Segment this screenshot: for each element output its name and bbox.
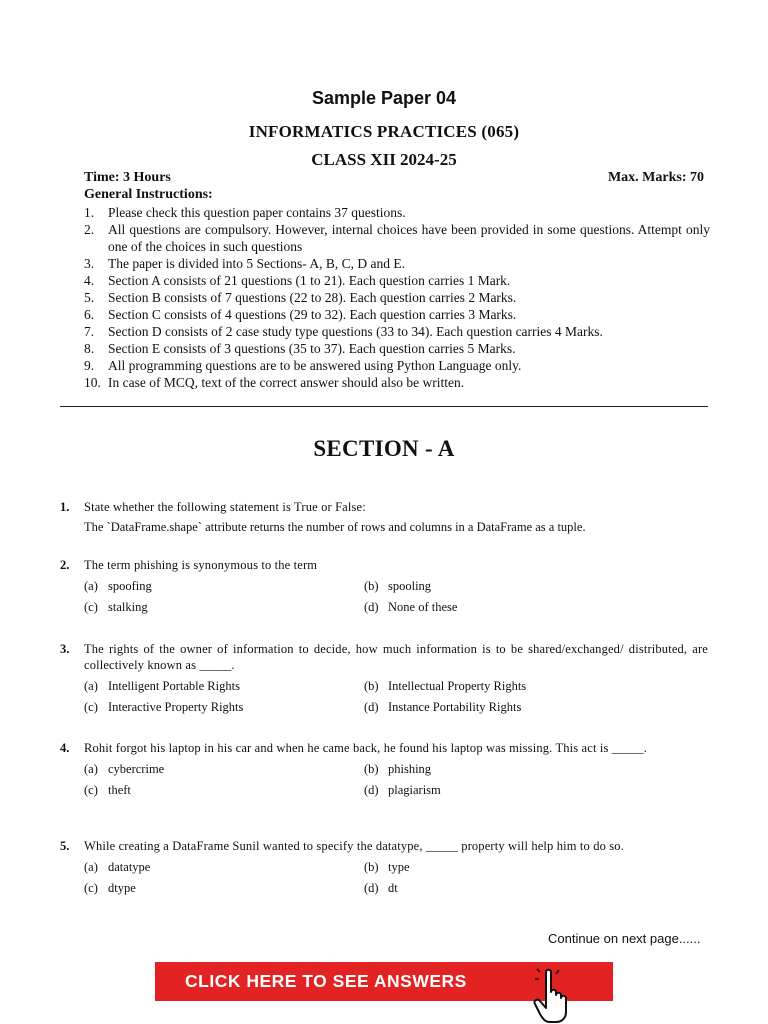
instruction-item: 10. In case of MCQ, text of the correct answer should also be written. — [84, 375, 465, 390]
question-1 — [60, 499, 708, 535]
question-number: 3. — [60, 642, 70, 656]
question-text: The rights of the owner of information to decide, how much information is to be shared/exchanged/ distributed, are collectively known as _____. — [84, 642, 708, 672]
option-b: (b) spooling — [364, 579, 432, 593]
option-c: (c) dtype — [84, 881, 136, 895]
class-line: CLASS XII 2024-25 — [311, 150, 457, 169]
option-a: (a) spoofing — [84, 579, 152, 593]
instruction-item: 6. Section C consists of 4 questions (29 to 32). Each question carries 3 Marks. — [84, 307, 517, 322]
question-text: State whether the following statement is True or False: — [84, 500, 366, 514]
question-2 — [60, 557, 708, 615]
question-4 — [60, 740, 708, 798]
question-number: 5. — [60, 839, 70, 853]
options-grid — [84, 678, 708, 715]
question-3 — [60, 641, 708, 715]
option-b: (b) phishing — [364, 762, 432, 776]
question-text: The term phishing is synonymous to the term — [84, 558, 318, 572]
question-number: 2. — [60, 558, 70, 572]
instruction-item: 5. Section B consists of 7 questions (22 to 28). Each question carries 2 Marks. — [84, 290, 517, 305]
paper-title: Sample Paper 04 — [311, 88, 457, 108]
continue-note: Continue on next page...... — [548, 931, 701, 946]
section-title: SECTION - A — [313, 436, 455, 461]
option-d: (d) Instance Portability Rights — [364, 700, 522, 714]
subject-title: INFORMATICS PRACTICES (065) — [248, 122, 520, 141]
instruction-item: 4. Section A consists of 21 questions (1 to 21). Each question carries 1 Mark. — [84, 273, 511, 288]
pointing-hand-icon — [532, 968, 582, 1024]
option-a: (a) cybercrime — [84, 762, 165, 776]
instruction-item: 1. Please check this question paper contains 37 questions. — [84, 205, 406, 220]
general-instructions-list — [84, 204, 710, 391]
general-instructions-heading: General Instructions: — [84, 187, 213, 202]
option-b: (b) type — [364, 860, 410, 874]
options-grid — [84, 859, 708, 896]
option-c: (c) stalking — [84, 600, 148, 614]
option-d: (d) None of these — [364, 600, 458, 614]
options-grid — [84, 761, 708, 798]
instruction-item: 8. Section E consists of 3 questions (35 to 37). Each question carries 5 Marks. — [84, 341, 516, 356]
time-label: Time: 3 Hours — [84, 170, 171, 185]
option-a: (a) datatype — [84, 860, 151, 874]
instruction-item: 3. The paper is divided into 5 Sections- A, B, C, D and E. — [84, 256, 405, 271]
instruction-item: 7. Section D consists of 2 case study type questions (33 to 34). Each question carries 4 Marks. — [84, 324, 603, 339]
instruction-item: 2. All questions are compulsory. However, internal choices have been provided in some questions. Attempt only one of the choices in such questions — [84, 222, 710, 254]
question-statement: The `DataFrame.shape` attribute returns the number of rows and columns in a DataFrame as a tuple. — [84, 520, 586, 534]
option-c: (c) Interactive Property Rights — [84, 700, 244, 714]
see-answers-label: CLICK HERE TO SEE ANSWERS — [185, 971, 467, 991]
option-b: (b) Intellectual Property Rights — [364, 679, 527, 693]
option-a: (a) Intelligent Portable Rights — [84, 679, 240, 693]
option-d: (d) plagiarism — [364, 783, 441, 797]
question-text: Rohit forgot his laptop in his car and when he came back, he found his laptop was missing. This act is _____. — [84, 741, 648, 755]
max-marks-label: Max. Marks: 70 — [607, 170, 704, 185]
options-grid — [84, 578, 708, 615]
question-number: 4. — [60, 741, 70, 755]
question-text: While creating a DataFrame Sunil wanted to specify the datatype, _____ property will help him to do so. — [84, 839, 624, 853]
question-5 — [60, 838, 708, 896]
question-number: 1. — [60, 500, 70, 514]
option-c: (c) theft — [84, 783, 131, 797]
instruction-item: 9. All programming questions are to be answered using Python Language only. — [84, 358, 522, 373]
divider-rule — [60, 406, 708, 407]
option-d: (d) dt — [364, 881, 398, 895]
